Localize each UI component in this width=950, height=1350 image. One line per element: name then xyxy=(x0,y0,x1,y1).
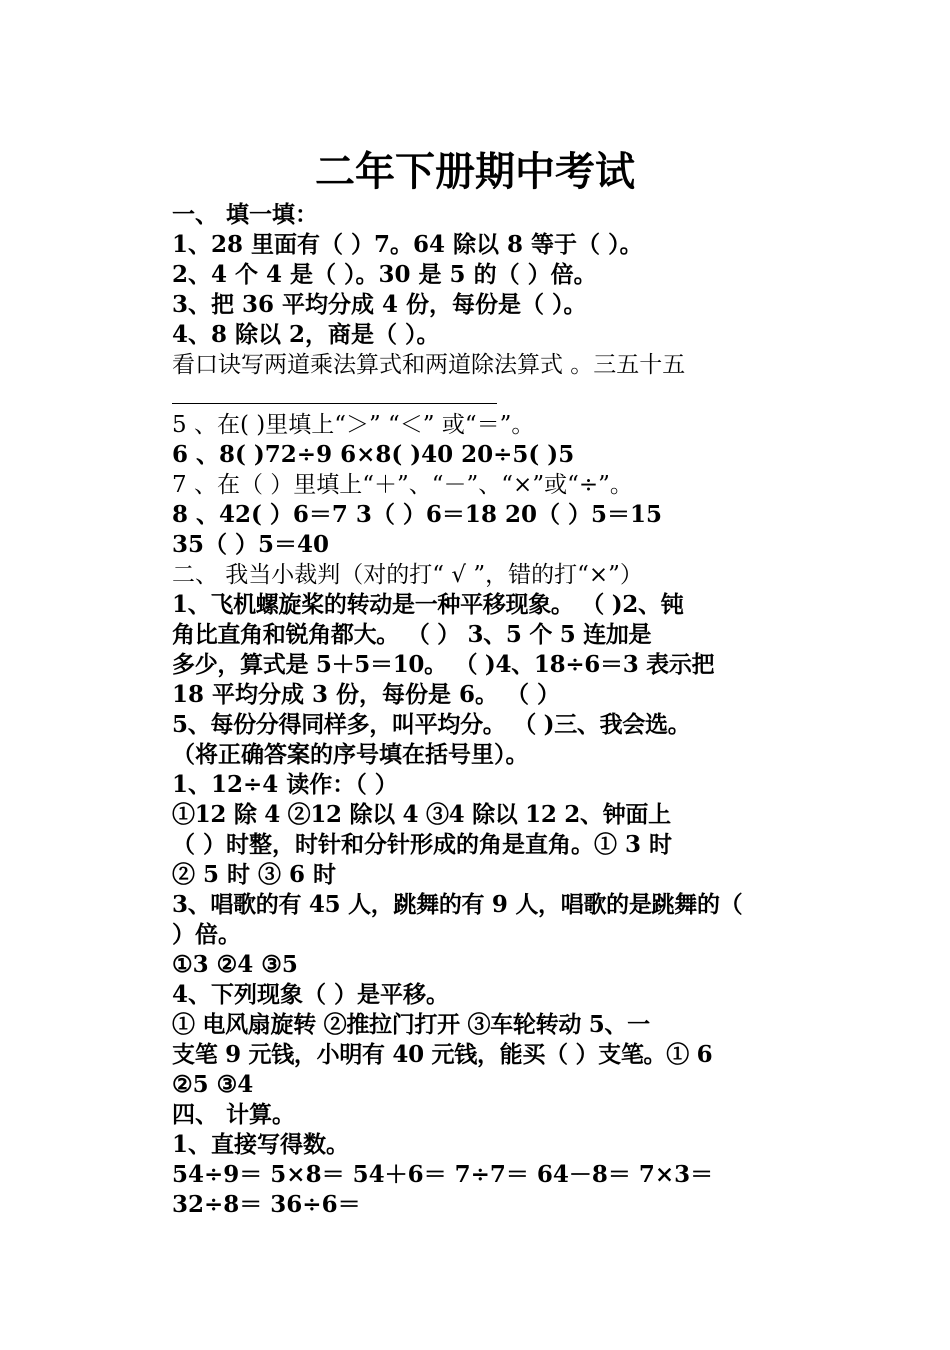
question-line: 1、飞机螺旋桨的转动是一种平移现象。 （ )2、钝 xyxy=(172,591,684,618)
question-line: 4、下列现象（ ）是平移。 xyxy=(172,981,450,1008)
calc-row: 54÷9＝ 5×8＝ 54＋6＝ 7÷7＝ 64－8＝ 7×3＝ xyxy=(172,1161,714,1188)
question-line: 3、唱歌的有 45 人，跳舞的有 9 人，唱歌的是跳舞的（ xyxy=(172,891,743,918)
section-heading-calc: 四、 计算。 xyxy=(172,1101,296,1128)
question-line: 2、4 个 4 是（ ）。30 是 5 的（ ）倍。 xyxy=(172,261,597,288)
question-line: ①12 除 4 ②12 除以 4 ③4 除以 12 2、钟面上 xyxy=(172,801,671,828)
question-line: （ ）时整，时针和分针形成的角是直角。① 3 时 xyxy=(172,831,673,858)
question-line: 角比直角和锐角都大。 （ ） 3、5 个 5 连加是 xyxy=(172,621,652,648)
question-line: 4、8 除以 2，商是（ ）。 xyxy=(172,321,440,348)
section-heading-judge: 二、 我当小裁判（对的打“ √ ”，错的打“×”） xyxy=(172,562,643,588)
question-line: ① 电风扇旋转 ②推拉门打开 ③车轮转动 5、一 xyxy=(172,1011,650,1038)
question-line: 8 、42( ）6＝7 3（ ）6＝18 20（ ）5＝15 xyxy=(172,501,662,528)
question-line: 1、直接写得数。 xyxy=(172,1131,350,1158)
question-line: ②5 ③4 xyxy=(172,1071,254,1098)
question-line: ② 5 时 ③ 6 时 xyxy=(172,861,337,888)
question-line: 6 、8( )72÷9 6×8( )40 20÷5( )5 xyxy=(172,441,575,468)
question-line: 5 、在( )里填上“＞” “＜” 或“＝”。 xyxy=(172,412,535,438)
question-line: 1、12÷4 读作：（ ） xyxy=(172,771,398,798)
question-line: 1、28 里面有（ ）7。64 除以 8 等于（ ）。 xyxy=(172,231,643,258)
answer-blank-line xyxy=(172,380,812,410)
answer-underline xyxy=(172,403,497,404)
question-line: 5、每份分得同样多，叫平均分。 （ )三、我会选。 xyxy=(172,711,691,738)
question-line: 支笔 9 元钱，小明有 40 元钱，能买（ ）支笔。① 6 xyxy=(172,1041,713,1068)
question-line: 3、把 36 平均分成 4 份，每份是（ ）。 xyxy=(172,291,587,318)
calc-row: 32÷8＝ 36÷6＝ xyxy=(172,1191,361,1218)
section-heading-fill-in: 一、 填一填： xyxy=(172,201,319,228)
question-line: 7 、在（ ）里填上“＋”、“－”、“×”或“÷”。 xyxy=(172,472,633,498)
question-line: 35（ ）5＝40 xyxy=(172,531,330,558)
question-line: （将正确答案的序号填在括号里）。 xyxy=(172,741,529,768)
exam-title: 二年下册期中考试 xyxy=(315,148,635,195)
exam-content xyxy=(172,200,812,1220)
question-line: ）倍。 xyxy=(172,921,241,948)
question-line: ①3 ②4 ③5 xyxy=(172,951,298,978)
question-line: 看口诀写两道乘法算式和两道除法算式 。三五十五 xyxy=(172,352,686,378)
question-line: 多少，算式是 5＋5＝10。 （ )4、18÷6＝3 表示把 xyxy=(172,651,715,678)
question-line: 18 平均分成 3 份，每份是 6。 （ ） xyxy=(172,681,561,708)
